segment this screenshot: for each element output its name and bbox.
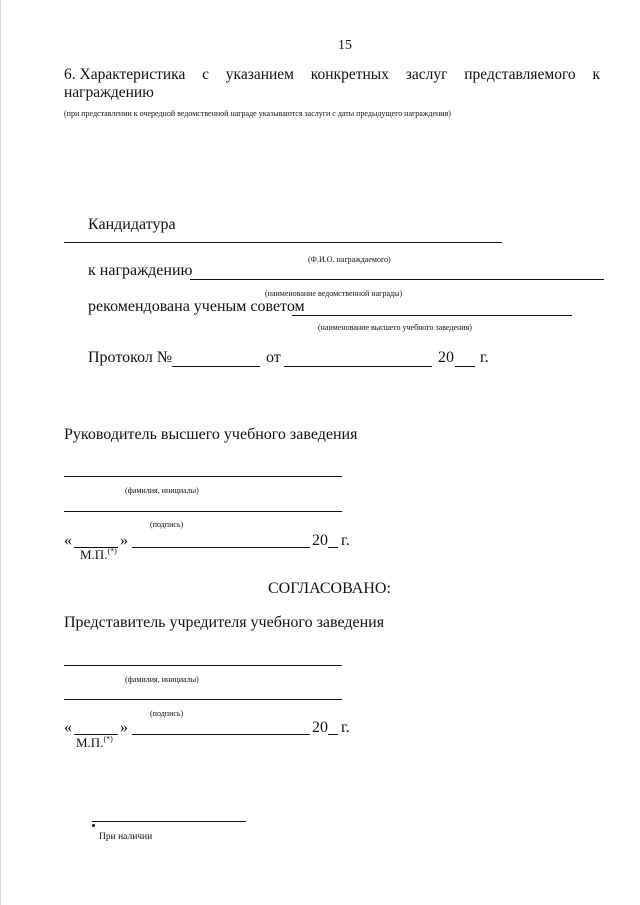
protocol-from: от	[266, 349, 281, 366]
protocol-date-line[interactable]	[284, 366, 432, 367]
scan-edge	[0, 0, 1, 905]
head-name-line[interactable]	[64, 476, 342, 477]
protocol-year-prefix: 20	[438, 349, 454, 366]
award-label: к награждению	[88, 262, 193, 279]
heading-word: указанием	[225, 66, 294, 83]
section-6-note: (при представлении к очередной ведомственной награде указываются заслуги с даты предыдущего награждения)	[64, 109, 451, 118]
founder-signature-caption: (подпись)	[150, 709, 184, 718]
head-quote-close: »	[120, 532, 128, 549]
founder-stamp: М.П.(*)	[76, 734, 113, 750]
protocol-number-line[interactable]	[172, 366, 260, 367]
founder-year-suffix: г.	[341, 719, 350, 736]
head-quote-open: «	[64, 532, 72, 549]
candidacy-label: Кандидатура	[88, 216, 176, 233]
founder-year-line[interactable]	[328, 734, 338, 735]
section-6-heading-continuation: награждению	[64, 84, 154, 101]
council-caption: (наименование высшего учебного заведения)	[318, 323, 472, 332]
footnote-text: При наличии	[99, 832, 153, 842]
footnote-separator	[92, 821, 246, 822]
award-line[interactable]	[190, 279, 604, 280]
founder-year-prefix: 20	[312, 719, 328, 736]
founder-quote-open: «	[64, 719, 72, 736]
head-year-line[interactable]	[328, 547, 338, 548]
protocol-year-line[interactable]	[455, 366, 475, 367]
protocol-label: Протокол №	[88, 349, 173, 366]
heading-word: представляемого	[464, 66, 576, 83]
council-label: рекомендована ученым советом	[88, 298, 305, 315]
fio-caption: (Ф.И.О. награждаемого)	[308, 255, 391, 264]
heading-word: конкретных	[310, 66, 389, 83]
heading-word: с	[202, 66, 210, 83]
footnote-bullet-icon	[92, 824, 95, 827]
head-year-suffix: г.	[341, 532, 350, 549]
founder-name-line[interactable]	[64, 665, 342, 666]
fio-line[interactable]	[64, 242, 502, 243]
head-signature-caption: (подпись)	[150, 520, 184, 529]
founder-signature-line[interactable]	[64, 699, 342, 700]
founder-quote-close: »	[120, 719, 128, 736]
heading-word: заслуг	[405, 66, 448, 83]
section-6-heading	[64, 66, 600, 84]
page-number: 15	[338, 38, 352, 53]
agreed-title: СОГЛАСОВАНО:	[268, 580, 391, 597]
head-name-caption: (фамилия, инициалы)	[125, 486, 199, 495]
protocol-year-suffix: г.	[480, 349, 489, 366]
head-year-prefix: 20	[312, 532, 328, 549]
award-caption: (наименование ведомственной награды)	[265, 289, 403, 298]
heading-word: к	[592, 66, 600, 83]
head-stamp: М.П.(*)	[80, 546, 117, 562]
heading-word: 6. Характеристика	[64, 66, 186, 83]
founder-name-caption: (фамилия, инициалы)	[125, 675, 199, 684]
founder-month-line[interactable]	[132, 734, 310, 735]
founder-title: Представитель учредителя учебного заведения	[64, 614, 385, 631]
head-title: Руководитель высшего учебного заведения	[64, 426, 358, 443]
head-month-line[interactable]	[132, 547, 310, 548]
head-signature-line[interactable]	[64, 511, 342, 512]
council-line[interactable]	[292, 315, 572, 316]
